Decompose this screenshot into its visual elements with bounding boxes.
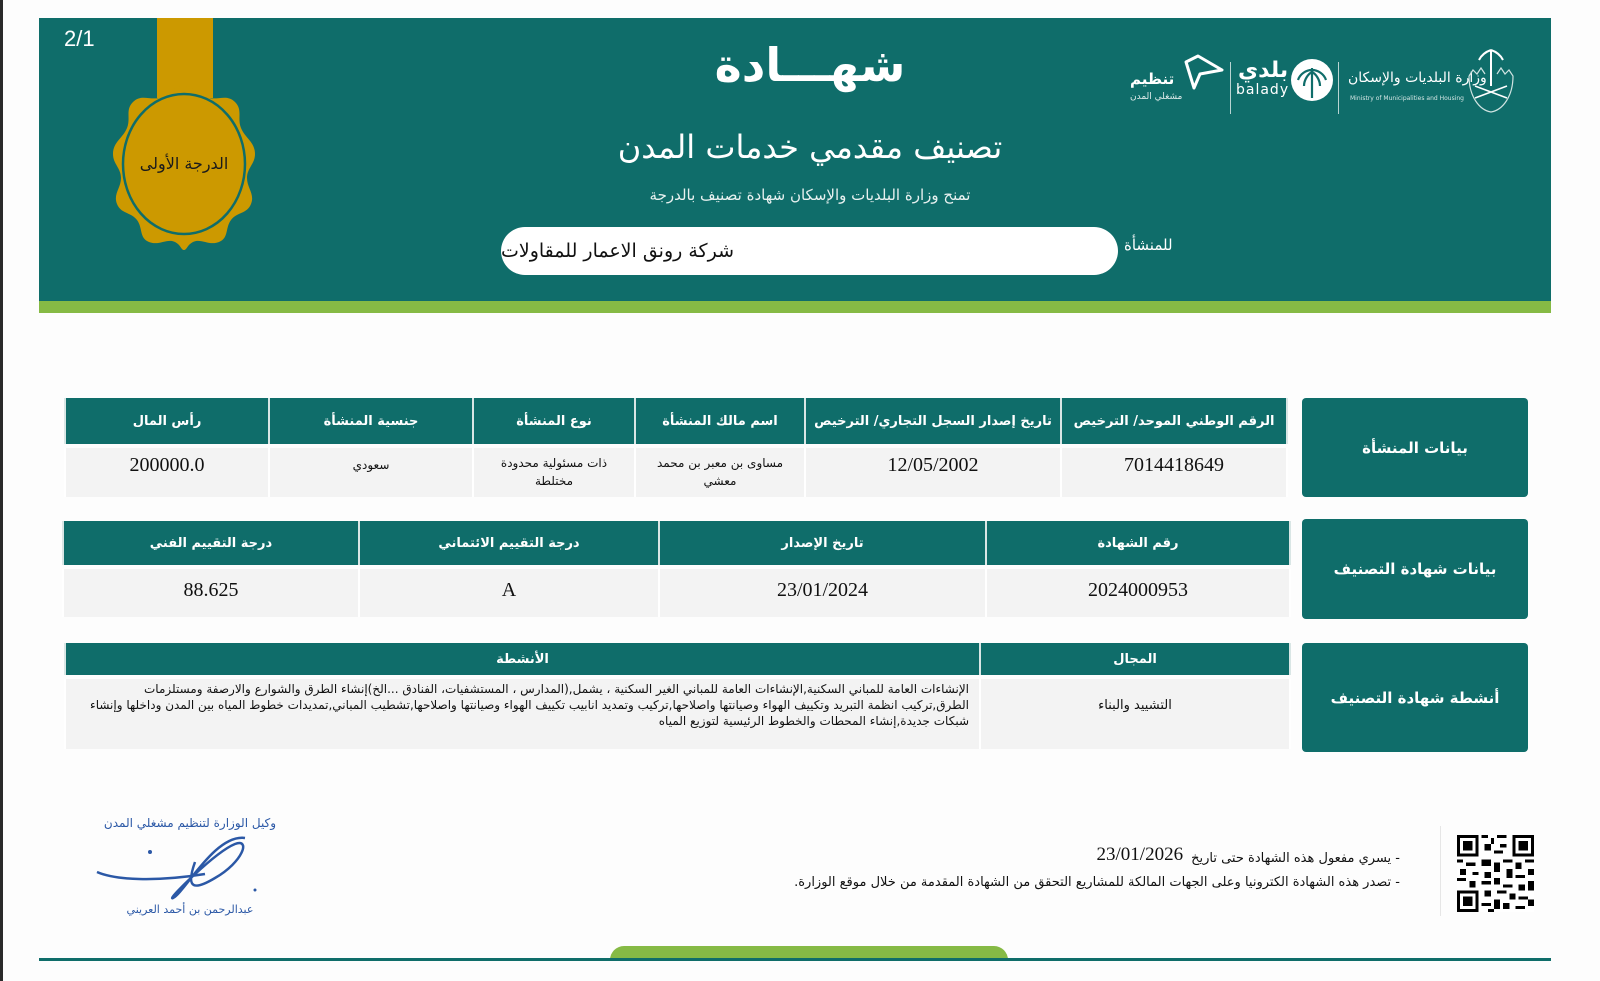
certificate-number: 2024000953 bbox=[986, 567, 1290, 617]
qr-divider bbox=[1440, 826, 1441, 916]
table-header-row bbox=[63, 521, 1290, 567]
issue-date: 23/01/2024 bbox=[659, 567, 986, 617]
header-activities: الأنشطة bbox=[65, 643, 980, 677]
tanzeem-logo-text: تنظيم bbox=[1130, 70, 1175, 88]
activities-list: الإنشاءات العامة للمباني السكنية,الإنشاءات العامة للمباني الغير السكنية ، يشمل,(المدارس ، المستشفيات، الفنادق ...الخ)إنشاء الطرق والشوارع والارصفة ومستلزمات الطرق,تركيب انظمة التبريد وتكييف الهواء وصيانتها واصلاحها,تركيب وتمديد انابيب تكييف الهواء وصيانتها واصلاحها,تشطيب المباني,تمديدات خطوط المياه بين المدن وداخلها وإنشاء شبكات جديدة,إنشاء المحطات والخطوط الرئيسية لتوزيع المياه bbox=[65, 677, 980, 749]
header-credit-rating: درجة التقييم الائتماني bbox=[359, 521, 659, 567]
footer-line bbox=[39, 958, 1551, 961]
signature-icon bbox=[95, 832, 265, 906]
table-row bbox=[65, 446, 1287, 497]
section-activities-label: أنشطة شهادة التصنيف bbox=[1302, 643, 1528, 752]
company-label: للمنشأة bbox=[1124, 236, 1173, 254]
ministry-logo-en: Ministry of Municipalities and Housing bbox=[1350, 95, 1464, 102]
classification-table bbox=[62, 521, 1291, 617]
header-field: المجال bbox=[980, 643, 1290, 677]
balady-palm-icon bbox=[1290, 58, 1334, 102]
logos-group bbox=[1120, 40, 1540, 120]
signatory-title: وكيل الوزارة لتنظيم مشغلي المدن bbox=[103, 816, 277, 830]
validity-line bbox=[720, 842, 1400, 866]
ministry-logo-text: وزارة البلديات والإسكان bbox=[1348, 70, 1487, 86]
table-row bbox=[63, 567, 1290, 617]
balady-logo-text: بلدي bbox=[1238, 58, 1289, 83]
header-accent-strip bbox=[39, 301, 1551, 313]
saudi-emblem-icon bbox=[1465, 46, 1517, 116]
section-establishment-label: بيانات المنشأة bbox=[1302, 398, 1528, 497]
establishment-type: ذات مسئولية محدودة مختلطة bbox=[473, 446, 635, 497]
header-owner-name: اسم مالك المنشأة bbox=[635, 398, 805, 446]
certificate-title: شهـــادة bbox=[714, 38, 906, 92]
logo-divider bbox=[1338, 62, 1339, 114]
header-nationality: جنسية المنشأة bbox=[269, 398, 473, 446]
nationality: سعودي bbox=[269, 446, 473, 497]
cr-issue-date: 12/05/2002 bbox=[805, 446, 1061, 497]
grant-statement: تمنح وزارة البلديات والإسكان شهادة تصنيف بالدرجة bbox=[649, 186, 971, 204]
header-national-number: الرقم الوطني الموحد/ الترخيص bbox=[1061, 398, 1287, 446]
signatory-name: عبدالرحمن بن أحمد العريني bbox=[126, 903, 254, 916]
window-edge bbox=[0, 0, 3, 981]
tanzeem-logo-subtext: مشغلي المدن bbox=[1130, 92, 1183, 102]
company-name-field: شركة رونق الاعمار للمقاولات bbox=[501, 227, 1118, 275]
tanzeem-arrow-icon bbox=[1180, 52, 1226, 92]
technical-rating: 88.625 bbox=[63, 567, 359, 617]
validity-text: - يسري مفعول هذه الشهادة حتى تاريخ bbox=[1191, 851, 1400, 866]
logo-divider bbox=[1230, 62, 1231, 114]
page-indicator: 2/1 bbox=[64, 26, 95, 51]
balady-logo-en: balady bbox=[1236, 82, 1290, 98]
qr-code-icon[interactable] bbox=[1457, 835, 1534, 912]
validity-date: 23/01/2026 bbox=[1096, 844, 1184, 865]
header-establishment-type: نوع المنشأة bbox=[473, 398, 635, 446]
table-header-row bbox=[65, 398, 1287, 446]
establishment-table bbox=[64, 398, 1288, 497]
section-classification-label: بيانات شهادة التصنيف bbox=[1302, 519, 1528, 619]
validity-notes bbox=[720, 842, 1400, 890]
owner-name: مساوى بن معبر بن محمد معشي bbox=[635, 446, 805, 497]
activities-table bbox=[64, 643, 1291, 749]
national-number: 7014418649 bbox=[1061, 446, 1287, 497]
header-certificate-number: رقم الشهادة bbox=[986, 521, 1290, 567]
certificate-subtitle: تصنيف مقدمي خدمات المدن bbox=[617, 128, 1003, 166]
table-row bbox=[65, 677, 1290, 749]
activity-field: التشييد والبناء bbox=[980, 677, 1290, 749]
grade-label: الدرجة الأولى bbox=[139, 153, 229, 173]
notice-text: - تصدر هذه الشهادة الكترونيا وعلى الجهات المالكة للمشاريع التحقق من الشهادة المقدمة من خلال موقع الوزارة. bbox=[794, 875, 1400, 890]
credit-rating: A bbox=[359, 567, 659, 617]
header-capital: رأس المال bbox=[65, 398, 269, 446]
header-issue-date: تاريخ الإصدار bbox=[659, 521, 986, 567]
table-header-row bbox=[65, 643, 1290, 677]
capital: 200000.0 bbox=[65, 446, 269, 497]
notice-line bbox=[720, 866, 1400, 890]
header-technical-rating: درجة التقييم الفني bbox=[63, 521, 359, 567]
header-cr-issue-date: تاريخ إصدار السجل التجاري/ الترخيص bbox=[805, 398, 1061, 446]
